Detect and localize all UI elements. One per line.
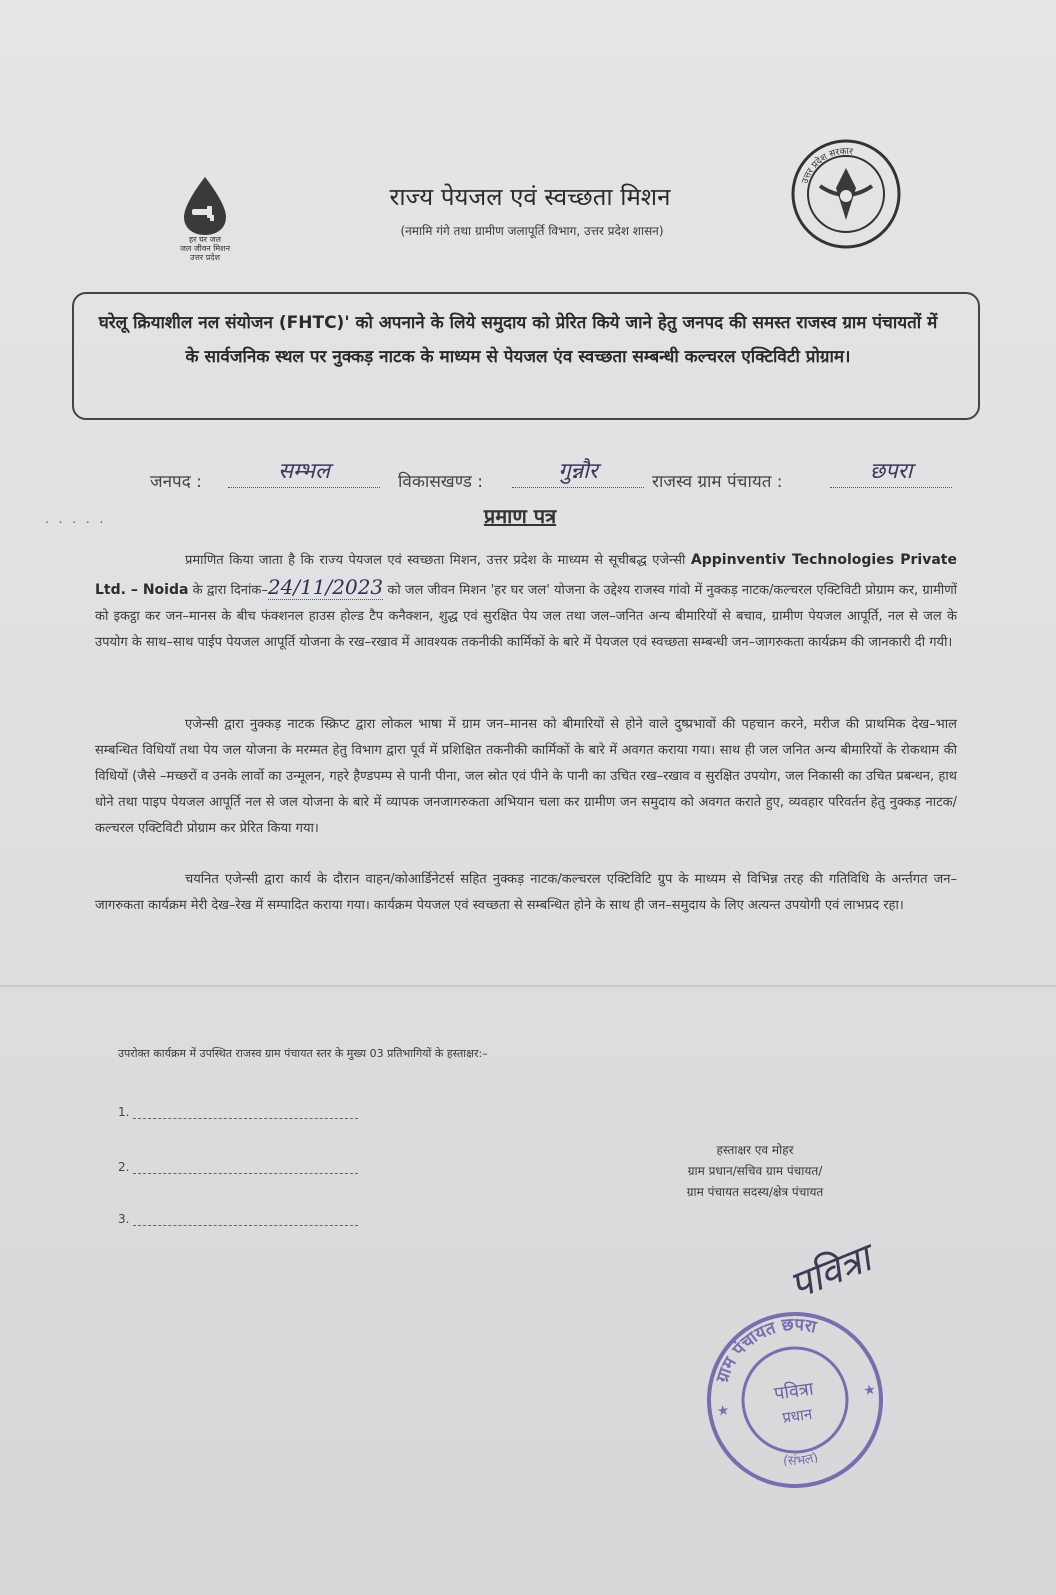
stamp-star-icon-right: ★ (862, 1381, 878, 1400)
government-seal-emblem (790, 138, 902, 250)
program-banner-box (72, 292, 980, 420)
handwritten-date: 24/11/2023 (267, 575, 384, 599)
stamp-center-title: प्रधान (781, 1404, 814, 1427)
signature-line-2-number: 2. (118, 1160, 130, 1174)
paragraph-2: एजेन्सी द्वारा नुक्कड़ नाटक स्क्रिप्ट द्वारा लोकल भाषा में ग्राम जन–मानस को बीमारियों से होने वाले दुष्प्रभावों की पहचान करने, मरीज की प्राथमिक देख–भाल सम्बन्धित विधियाँ तथा पेय जल योजना के मरम्मत हेतु विभाग द्वारा पूर्व में प्रशिक्षित तकनीकी कार्मिकों के बारे में अवगत कराया गया। साथ ही जल जनित अन्य बीमारियों के रोकथाम की विधियों (जैसे –मच्छरों व उनके लार्वो का उन्मूलन, गहरे हैण्डपम्प से पानी पीना, जल स्रोत एवं पीने के पानी का उचित रख–रखाव व सुरक्षित उपयोग, जल निकासी का उचित प्रबन्धन, हाथ धोने तथा पाइप पेयजल आपूर्ति नल से जल योजना के बारे में व्यापक जनजागरुकता अभियान चला कर ग्रामीण जन समुदाय को अवगत कराते हुए, व्यवहार परिवर्तन हेतु नुक्कड़ नाटक/कल्चरल एक्टिविटी प्रोग्राम कर प्रेरित किया गया। (95, 717, 957, 836)
gram-panchayat-stamp (700, 1305, 890, 1495)
signature-line-3 (118, 1212, 358, 1226)
authority-line-1: हस्ताक्षर एव मोहर (716, 1143, 794, 1157)
paragraph-1-part-b: के द्वारा दिनांक– (192, 583, 268, 598)
margin-dots: . . . . . (45, 512, 107, 526)
mission-title: राज्य पेयजल एवं स्वच्छता मिशन (389, 183, 671, 211)
gram-panchayat-value: छपरा (830, 455, 952, 488)
authority-line-3: ग्राम पंचायत सदस्य/क्षेत्र पंचायत (686, 1185, 824, 1199)
logo-caption: हर घर जल जल जीवन मिशन उत्तर प्रदेश (179, 235, 231, 262)
vikaskhand-value: गुन्नौर (512, 455, 644, 488)
authority-line-2: ग्राम प्रधान/सचिव ग्राम पंचायत/ (687, 1164, 823, 1178)
paragraph-3: चयनित एजेन्सी द्वारा कार्य के दौरान वाहन/कोआर्डिनेटर्स सहित नुक्कड़ नाटक/कल्चरल एक्टिविटि ग्रुप के माध्यम से विभिन्न तरह की गतिविधि के अर्न्तगत जन–जागरुकता कार्यक्रम मेरी देख–रेख में सम्पादित कराया गया। कार्यक्रम पेयजल एवं स्वच्छता से सम्बन्धित होने के साथ ही जन–समुदाय के लिए अत्यन्त उपयोगी एवं लाभप्रद रहा। (95, 872, 957, 913)
janpad-value: सम्भल (228, 455, 380, 488)
water-drop-icon (160, 175, 250, 237)
location-fields (150, 455, 970, 495)
certificate-title: प्रमाण पत्र (483, 504, 557, 528)
signature-line-1 (118, 1105, 358, 1119)
signature-line-1-number: 1. (118, 1105, 130, 1119)
jal-jeevan-mission-logo (160, 175, 250, 270)
stamp-ring-text: ग्राम पंचायत छपरा (712, 1314, 819, 1386)
stamp-star-icon: ★ (715, 1402, 731, 1420)
program-banner-text: घरेलू क्रियाशील नल संयोजन (FHTC)' को अपनाने के लिये समुदाय को प्रेरित किये जाने हेतु जनपद की समस्त राजस्व ग्राम पंचायतों में के सार्वजनिक स्थल पर नुक्कड़ नाटक के माध्यम से पेयजल एंव स्वच्छता सम्बन्धी कल्चरल एक्टिविटी प्रोग्राम। (98, 313, 938, 367)
paragraph-1-part-c: को जल जीवन मिशन 'हर घर जल' योजना के उद्देश्य राजस्व गांवो में नुक्कड़ नाटक/कल्चरल एक्टिविटी प्रोग्राम कर, ग्रामीणों को इकट्ठा कर जन–मानस के बीच फंक्शनल हाउस होल्ड टैप कनैक्शन, शुद्ध एवं सुरक्षित पेय जल तथा जल–जनित अन्य बीमारियों से बचाव, ग्रामीण पेयजल आपूर्ति, नल से जल के उपयोग के साथ–साथ पाईप पेयजल आपूर्ति योजना के रख–रखाव में आवश्यक तकनीकी कार्मिकों के बारे में पेयजल एवं स्वच्छता सम्बन्धी जन–जागरुकता कार्यक्रम की जानकारी दी गयी। (95, 583, 957, 650)
paragraph-1 (95, 547, 957, 656)
stamp-ring-bottom-text: (संभल) (782, 1449, 821, 1469)
vikaskhand-label: विकासखण्ड : (398, 472, 484, 492)
participant-signature-intro: उपरोक्त कार्यक्रम में उपस्थित राजस्व ग्राम पंचायत स्तर के मुख्य 03 प्रतिभागियों के हस्ताक्षर:– (118, 1047, 488, 1060)
janpad-label: जनपद : (150, 472, 202, 492)
paper-fold-line (0, 985, 1056, 987)
signature-line-2 (118, 1160, 358, 1174)
handwritten-signature: पवित्रा (783, 1235, 877, 1308)
stamp-center-name: पवित्रा (772, 1378, 815, 1405)
paragraph-1-part-a: प्रमाणित किया जाता है कि राज्य पेयजल एवं स्वच्छता मिशन, उत्तर प्रदेश के माध्यम से सूचीबद्ध एजेन्सी (185, 553, 686, 568)
agency-name: Appinventiv Technologies Private Ltd. – Noida (95, 552, 957, 598)
authority-signature-block (640, 1140, 870, 1203)
gram-panchayat-label: राजस्व ग्राम पंचायत : (652, 472, 783, 492)
seal-ring-text: उत्तर प्रदेश सरकार (800, 146, 854, 185)
mission-subtitle: (नमामि गंगे तथा ग्रामीण जलापूर्ति विभाग, उत्तर प्रदेश शासन) (400, 224, 664, 238)
signature-line-3-number: 3. (118, 1212, 130, 1226)
